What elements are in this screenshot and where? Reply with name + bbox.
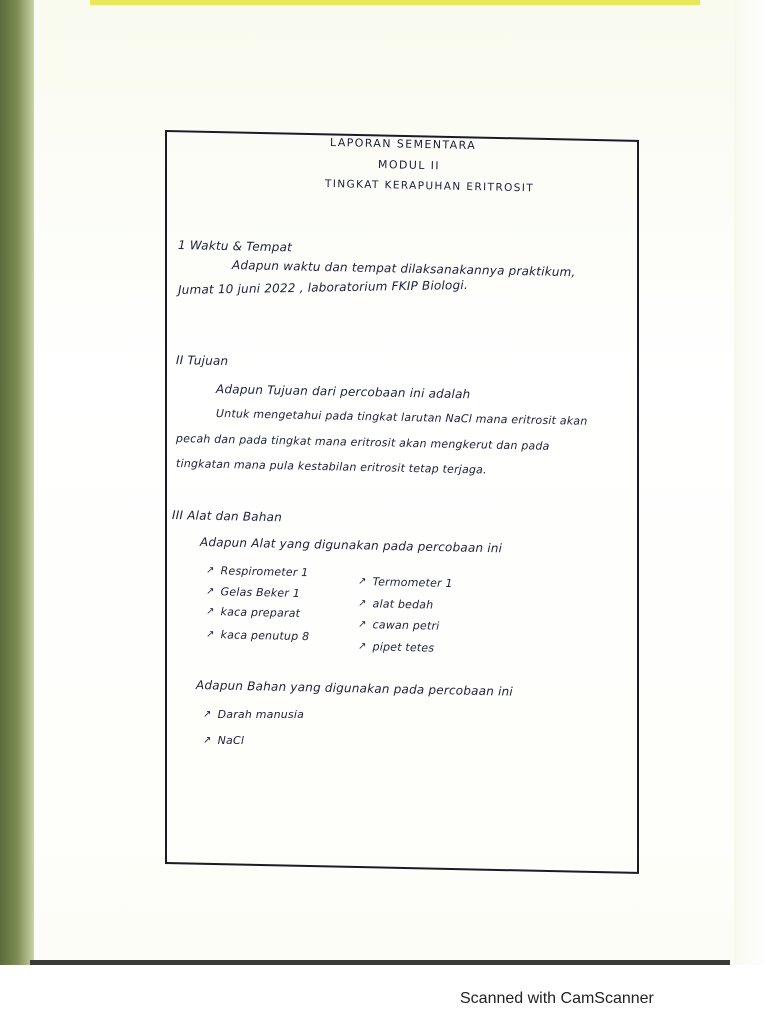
scan-shadow-left (0, 0, 34, 965)
section-2-heading: II Tujuan (175, 353, 229, 369)
alat-item-label: Respirometer 1 (220, 564, 309, 580)
arrow-bullet-icon: ↗ (357, 619, 367, 631)
alat-item (358, 618, 440, 633)
report-subtitle: TINGKAT KERAPUHAN ERITROSIT (324, 178, 535, 195)
scan-shadow-right (734, 0, 768, 965)
section-2-line-4: tingkatan mana pula kestabilan eritrosit tetap terjaga. (175, 457, 487, 477)
alat-item-label: cawan petri (372, 618, 440, 633)
section-1-line-1: Adapun waktu dan tempat dilaksanakannya praktikum, (231, 258, 576, 280)
bahan-item (203, 708, 304, 721)
bahan-item (203, 734, 244, 747)
alat-item-label: Gelas Beker 1 (220, 585, 301, 600)
alat-item-label: alat bedah (372, 597, 434, 612)
alat-item-label: kaca penutup 8 (220, 628, 310, 644)
bahan-intro: Adapun Bahan yang digunakan pada percobaan ini (195, 678, 514, 699)
section-2-line-3: pecah dan pada tingkat mana eritrosit akan mengkerut dan pada (175, 432, 550, 453)
arrow-bullet-icon: ↗ (205, 565, 215, 577)
section-3-heading: III Alat dan Bahan (171, 508, 283, 525)
alat-item (206, 605, 300, 620)
module-label: MODUL II (377, 158, 441, 173)
arrow-bullet-icon: ↗ (357, 576, 367, 588)
arrow-bullet-icon: ↗ (203, 735, 212, 746)
alat-item (206, 585, 300, 600)
section-1-line-2: Jumat 10 juni 2022 , laboratorium FKIP Biologi. (177, 277, 469, 297)
scan-top-strip (90, 0, 700, 5)
arrow-bullet-icon: ↗ (205, 606, 215, 618)
alat-item-label: Termometer 1 (372, 575, 453, 590)
arrow-bullet-icon: ↗ (205, 629, 215, 641)
alat-item (358, 575, 453, 590)
alat-item-label: pipet tetes (372, 640, 435, 655)
bahan-item-label: NaCl (217, 734, 245, 747)
page-bottom-edge (30, 960, 730, 965)
bahan-item-label: Darah manusia (217, 708, 305, 721)
report-title: LAPORAN SEMENTARA (329, 136, 477, 153)
alat-item (206, 628, 309, 643)
arrow-bullet-icon: ↗ (203, 709, 212, 720)
alat-item-label: kaca preparat (220, 605, 301, 620)
alat-intro: Adapun Alat yang digunakan pada percobaan ini (199, 535, 503, 556)
section-2-line-2: Untuk mengetahui pada tingkat larutan NaCl mana eritrosit akan (215, 407, 588, 428)
section-1-heading: 1 Waktu & Tempat (177, 238, 293, 255)
alat-item (358, 597, 434, 612)
arrow-bullet-icon: ↗ (205, 586, 215, 598)
scanner-watermark: Scanned with CamScanner (460, 990, 654, 1007)
section-2-line-1: Adapun Tujuan dari percobaan ini adalah (215, 382, 471, 402)
arrow-bullet-icon: ↗ (357, 641, 367, 653)
alat-item (206, 564, 309, 579)
arrow-bullet-icon: ↗ (357, 598, 367, 610)
alat-item (358, 640, 435, 655)
